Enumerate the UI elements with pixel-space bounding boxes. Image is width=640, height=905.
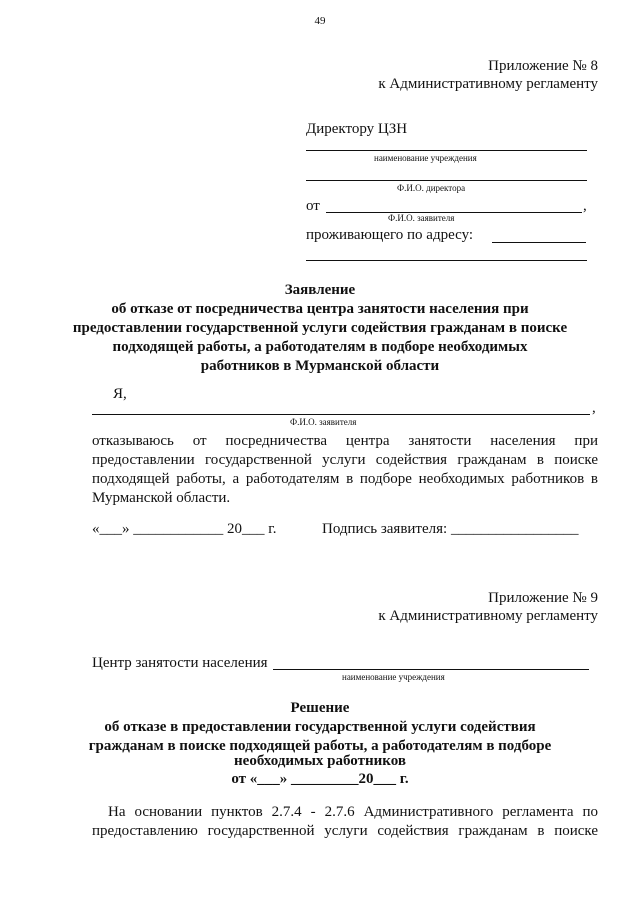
appendix-9-subheading: к Административному регламенту	[378, 608, 598, 624]
statement-title-3: предоставлении государственной услуги содействия гражданам в поиске	[72, 320, 568, 336]
appendix-8-subheading: к Административному регламенту	[378, 76, 598, 92]
ya-label: Я,	[113, 386, 127, 402]
decision-title-2: об отказе в предоставлении государственной услуги содействия	[104, 719, 536, 735]
statement-body-2: предоставлении государственной услуги содействия гражданам в поиске	[92, 452, 598, 468]
decision-date: от «___» _________20___ г.	[231, 771, 409, 787]
director-caption: Ф.И.О. директора	[397, 183, 466, 193]
fio-caption: Ф.И.О. заявителя	[290, 417, 357, 427]
org-caption: наименование учреждения	[374, 153, 477, 163]
director-blank-line	[306, 180, 587, 181]
decision-body-1: На основании пунктов 2.7.4 - 2.7.6 Административного регламента по	[108, 804, 598, 820]
fio-blank-line	[92, 414, 590, 415]
center-label: Центр занятости населения	[92, 655, 268, 671]
statement-title-2: об отказе от посредничества центра занятости населения при	[111, 301, 529, 317]
from-label: от	[306, 198, 320, 214]
statement-body-3: подходящей работы, а работодателям в подборе необходимых работников в	[92, 471, 598, 487]
statement-title-1: Заявление	[284, 282, 356, 298]
date-line: «___» ____________ 20___ г.	[92, 521, 277, 537]
addressee: Директору ЦЗН	[306, 121, 408, 137]
statement-body-4: Мурманской области.	[92, 490, 231, 506]
address-blank-line	[492, 242, 586, 243]
from-comma: ,	[583, 198, 587, 214]
statement-title-5: работников в Мурманской области	[200, 358, 440, 374]
applicant-caption: Ф.И.О. заявителя	[388, 213, 455, 223]
org-blank-line	[306, 150, 587, 151]
page-number: 49	[314, 15, 326, 27]
address-label: проживающего по адресу:	[306, 227, 474, 243]
center-blank-line	[273, 669, 589, 670]
appendix-8-heading: Приложение № 8	[488, 58, 598, 74]
ya-comma: ,	[592, 400, 596, 416]
decision-body-2: предоставлению государственной услуги содействия гражданам в поиске	[92, 823, 598, 839]
address-blank-line-2	[306, 260, 587, 261]
signature-line: Подпись заявителя: _________________	[322, 521, 579, 537]
decision-title-3: гражданам в поиске подходящей работы, а работодателям в подборе	[88, 738, 552, 754]
appendix-9-heading: Приложение № 9	[488, 590, 598, 606]
statement-body-1: отказываюсь от посредничества центра занятости населения при	[92, 433, 598, 449]
center-caption: наименование учреждения	[342, 672, 445, 682]
statement-title-4: подходящей работы, а работодателям в подборе необходимых	[112, 339, 528, 355]
decision-title-4: необходимых работников	[234, 753, 406, 769]
decision-title-1: Решение	[290, 700, 350, 716]
